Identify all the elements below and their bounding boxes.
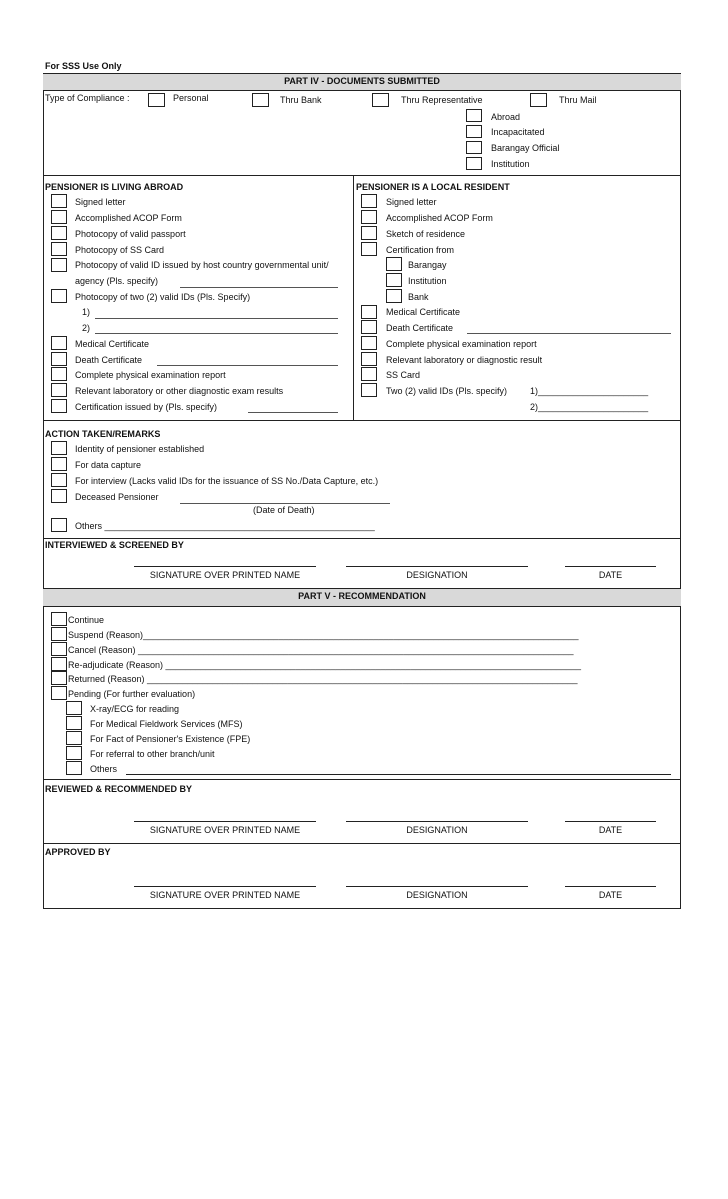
form-left-border [43, 73, 44, 909]
local-item: Sketch of residence [386, 229, 466, 239]
form-bottom-border [43, 908, 681, 909]
local-item: Relevant laboratory or diagnostic result [386, 355, 543, 365]
abroad-certification-checkbox[interactable] [51, 399, 67, 413]
rec-pending-checkbox[interactable] [51, 686, 67, 700]
for-sss-use-label: For SSS Use Only [45, 61, 122, 71]
local-signed-letter-checkbox[interactable] [361, 194, 377, 208]
rec-item[interactable]: Returned (Reason) ______________________________________________________________________________________ [68, 674, 578, 684]
reviewed-date-caption: DATE [598, 825, 623, 835]
rec-item[interactable]: Suspend (Reason)_______________________________________________________________________________________ [68, 630, 579, 640]
reviewed-designation-caption: DESIGNATION [406, 825, 468, 835]
rec-returned-checkbox[interactable] [51, 671, 67, 685]
abroad-item: agency (Pls. specify) [75, 276, 159, 286]
interviewed-signature-line[interactable] [134, 566, 316, 567]
compliance-bank-label: Thru Bank [280, 95, 322, 105]
form-right-border [680, 73, 681, 909]
local-certification-checkbox[interactable] [361, 242, 377, 256]
approved-signature-line[interactable] [134, 886, 316, 887]
abroad-signed-letter-checkbox[interactable] [51, 194, 67, 208]
reviewed-date-line[interactable] [565, 821, 656, 822]
action-item: For interview (Lacks valid IDs for the issuance of SS No./Data Capture, etc.) [75, 476, 379, 486]
local-barangay-checkbox[interactable] [386, 257, 402, 271]
rec-suspend-checkbox[interactable] [51, 627, 67, 641]
pending-others-checkbox[interactable] [66, 761, 82, 775]
interviewed-title: INTERVIEWED & SCREENED BY [45, 540, 184, 550]
compliance-representative-checkbox[interactable] [372, 93, 389, 107]
rec-continue-checkbox[interactable] [51, 612, 67, 626]
compliance-personal-checkbox[interactable] [148, 93, 165, 107]
local-item: Death Certificate [386, 323, 454, 333]
mail-incapacitated-checkbox[interactable] [466, 125, 482, 138]
pending-item: For Fact of Pensioner's Existence (FPE) [90, 734, 251, 744]
interviewed-date-line[interactable] [565, 566, 656, 567]
pending-others-line[interactable] [126, 774, 671, 775]
local-item: Signed letter [386, 197, 437, 207]
rec-readjudicate-checkbox[interactable] [51, 657, 67, 671]
rec-item[interactable]: Cancel (Reason) _______________________________________________________________________________________ [68, 645, 574, 655]
pending-mfs-checkbox[interactable] [66, 716, 82, 730]
action-interview-checkbox[interactable] [51, 473, 67, 487]
abroad-item: Medical Certificate [75, 339, 150, 349]
rec-item: Pending (For further evaluation) [68, 689, 196, 699]
reviewed-signature-line[interactable] [134, 821, 316, 822]
abroad-item: Photocopy of valid passport [75, 229, 186, 239]
local-id2[interactable]: 2)______________________ [530, 402, 649, 412]
part4-title: PART IV - DOCUMENTS SUBMITTED [284, 76, 440, 86]
reviewed-sig-caption: SIGNATURE OVER PRINTED NAME [149, 825, 301, 835]
local-institution-checkbox[interactable] [386, 273, 402, 287]
approved-designation-caption: DESIGNATION [406, 890, 468, 900]
action-item: For data capture [75, 460, 142, 470]
abroad-lab-checkbox[interactable] [51, 383, 67, 397]
abroad-item: Complete physical examination report [75, 370, 226, 380]
abroad-death-checkbox[interactable] [51, 352, 67, 366]
action-item: Deceased Pensioner [75, 492, 159, 502]
local-death-line[interactable] [467, 333, 671, 334]
reviewed-title: REVIEWED & RECOMMENDED BY [45, 784, 193, 794]
date-of-death-caption: (Date of Death) [253, 505, 315, 515]
compliance-bank-checkbox[interactable] [252, 93, 269, 107]
mail-abroad-checkbox[interactable] [466, 109, 482, 122]
abroad-physical-checkbox[interactable] [51, 367, 67, 381]
local-item: Certification from [386, 245, 455, 255]
mail-abroad-label: Abroad [491, 112, 521, 122]
action-identity-checkbox[interactable] [51, 441, 67, 455]
agency-specify-line[interactable] [180, 287, 338, 288]
compliance-mail-checkbox[interactable] [530, 93, 547, 107]
mail-barangay-checkbox[interactable] [466, 141, 482, 154]
action-others-checkbox[interactable] [51, 518, 67, 532]
approved-date-line[interactable] [565, 886, 656, 887]
part4-header [43, 73, 681, 91]
abroad-item: Death Certificate [75, 355, 143, 365]
interviewed-sig-caption: SIGNATURE OVER PRINTED NAME [149, 570, 301, 580]
local-item: Medical Certificate [386, 307, 461, 317]
rec-item: Continue [68, 615, 105, 625]
approved-sig-caption: SIGNATURE OVER PRINTED NAME [149, 890, 301, 900]
abroad-item: Photocopy of SS Card [75, 245, 165, 255]
mail-institution-label: Institution [491, 159, 530, 169]
pending-item: For referral to other branch/unit [90, 749, 215, 759]
local-medical-checkbox[interactable] [361, 305, 377, 319]
local-sscard-checkbox[interactable] [361, 367, 377, 381]
part5-header [43, 588, 681, 607]
pending-item: Others [90, 764, 118, 774]
local-item: Complete physical examination report [386, 339, 537, 349]
divider [43, 843, 681, 844]
date-of-death-line[interactable] [180, 503, 390, 504]
abroad-passport-checkbox[interactable] [51, 226, 67, 240]
mail-institution-checkbox[interactable] [466, 157, 482, 170]
local-item: Two (2) valid IDs (Pls. specify) [386, 386, 508, 396]
action-data-capture-checkbox[interactable] [51, 457, 67, 471]
local-title: PENSIONER IS A LOCAL RESIDENT [356, 182, 510, 192]
abroad-sscard-checkbox[interactable] [51, 242, 67, 256]
divider [43, 420, 681, 421]
abroad-validid-checkbox[interactable] [51, 258, 67, 272]
divider [43, 538, 681, 539]
action-deceased-checkbox[interactable] [51, 489, 67, 503]
interviewed-designation-line[interactable] [346, 566, 528, 567]
local-physical-checkbox[interactable] [361, 336, 377, 350]
pending-xray-checkbox[interactable] [66, 701, 82, 715]
abroad-item: Accomplished ACOP Form [75, 213, 182, 223]
approved-date-caption: DATE [598, 890, 623, 900]
divider [43, 779, 681, 780]
abroad-item: Signed letter [75, 197, 126, 207]
local-death-checkbox[interactable] [361, 320, 377, 334]
part5-title: PART V - RECOMMENDATION [298, 591, 426, 601]
interviewed-date-caption: DATE [598, 570, 623, 580]
pending-item: X-ray/ECG for reading [90, 704, 180, 714]
divider [43, 175, 681, 176]
abroad-id2-line[interactable] [95, 333, 338, 334]
local-item: Barangay [408, 260, 447, 270]
compliance-label: Type of Compliance : [45, 93, 130, 103]
abroad-acop-checkbox[interactable] [51, 210, 67, 224]
abroad-item: 2) [82, 323, 91, 333]
interviewed-designation-caption: DESIGNATION [406, 570, 468, 580]
abroad-item: Photocopy of valid ID issued by host country governmental unit/ [75, 260, 329, 270]
abroad-title: PENSIONER IS LIVING ABROAD [45, 182, 184, 192]
pending-referral-checkbox[interactable] [66, 746, 82, 760]
rec-cancel-checkbox[interactable] [51, 642, 67, 656]
mail-barangay-label: Barangay Official [491, 143, 560, 153]
compliance-personal-label: Personal [173, 93, 209, 103]
compliance-representative-label: Thru Representative [401, 95, 483, 105]
local-sketch-checkbox[interactable] [361, 226, 377, 240]
local-lab-checkbox[interactable] [361, 352, 377, 366]
action-item: Identity of pensioner established [75, 444, 205, 454]
local-id1[interactable]: 1)______________________ [530, 386, 649, 396]
pending-fpe-checkbox[interactable] [66, 731, 82, 745]
abroad-two-ids-checkbox[interactable] [51, 289, 67, 303]
local-two-ids-checkbox[interactable] [361, 383, 377, 397]
action-title: ACTION TAKEN/REMARKS [45, 429, 161, 439]
reviewed-designation-line[interactable] [346, 821, 528, 822]
compliance-mail-label: Thru Mail [559, 95, 597, 105]
local-item: Bank [408, 292, 429, 302]
abroad-item: 1) [82, 307, 91, 317]
mail-incapacitated-label: Incapacitated [491, 127, 545, 137]
column-divider [353, 176, 354, 420]
local-acop-checkbox[interactable] [361, 210, 377, 224]
action-others[interactable]: Others ______________________________________________________ [75, 521, 375, 531]
approved-title: APPROVED BY [45, 847, 111, 857]
local-item: SS Card [386, 370, 421, 380]
abroad-certification-line[interactable] [248, 412, 338, 413]
local-bank-checkbox[interactable] [386, 289, 402, 303]
abroad-death-line[interactable] [157, 365, 338, 366]
local-item: Institution [408, 276, 447, 286]
rec-item[interactable]: Re-adjudicate (Reason) ___________________________________________________________________________________ [68, 660, 581, 670]
abroad-medical-checkbox[interactable] [51, 336, 67, 350]
abroad-item: Photocopy of two (2) valid IDs (Pls. Specify) [75, 292, 251, 302]
abroad-item: Certification issued by (Pls. specify) [75, 402, 218, 412]
approved-designation-line[interactable] [346, 886, 528, 887]
abroad-id1-line[interactable] [95, 318, 338, 319]
pending-item: For Medical Fieldwork Services (MFS) [90, 719, 243, 729]
local-item: Accomplished ACOP Form [386, 213, 493, 223]
abroad-item: Relevant laboratory or other diagnostic exam results [75, 386, 284, 396]
